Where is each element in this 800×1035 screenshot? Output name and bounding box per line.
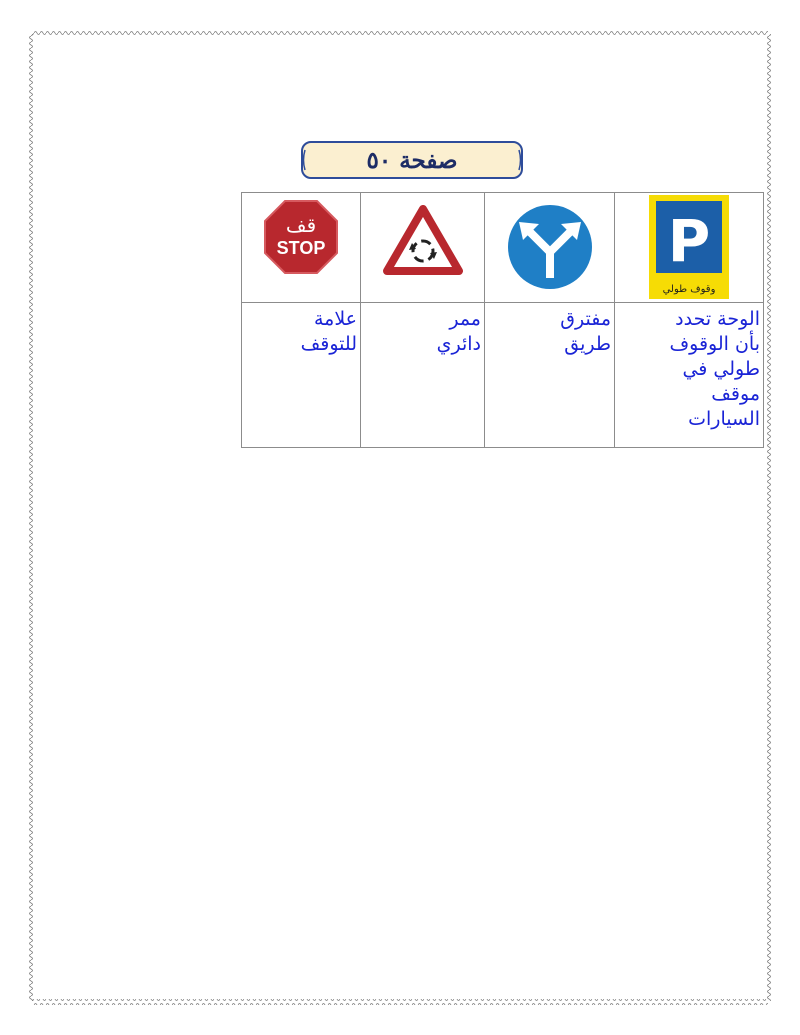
sign-images-row bbox=[242, 193, 764, 303]
junction-sign-cell bbox=[485, 193, 615, 303]
stop-sign-icon bbox=[263, 199, 339, 275]
stop-sign-cell bbox=[242, 193, 361, 303]
parking-description: الوحة تحدد بأن الوقوف طولي في موقف السيارات bbox=[669, 308, 760, 430]
sign-descriptions-row bbox=[242, 303, 764, 448]
stop-sign-english: STOP bbox=[276, 238, 326, 258]
roundabout-warning-sign-icon bbox=[383, 205, 463, 277]
junction-split-sign-icon bbox=[505, 202, 595, 292]
stop-description: علامة للتوقف bbox=[300, 308, 357, 355]
traffic-signs-table bbox=[241, 192, 764, 448]
roundabout-description-cell bbox=[361, 303, 485, 448]
parking-sign-icon bbox=[649, 195, 729, 299]
page-title-banner bbox=[299, 140, 525, 180]
parking-plate-letter: P bbox=[667, 207, 711, 275]
stop-description-cell bbox=[242, 303, 361, 448]
parking-description-cell bbox=[615, 303, 764, 448]
roundabout-description: ممر دائري bbox=[436, 308, 481, 355]
stop-sign-arabic: قف bbox=[285, 213, 317, 237]
junction-description-cell bbox=[485, 303, 615, 448]
parking-sign-cell bbox=[615, 193, 764, 303]
junction-description: مفترق طريق bbox=[560, 308, 611, 355]
roundabout-sign-cell bbox=[361, 193, 485, 303]
page-title: صفحة ٥٠ bbox=[366, 146, 458, 174]
parking-plate-caption: وقوف طولي bbox=[662, 284, 716, 295]
